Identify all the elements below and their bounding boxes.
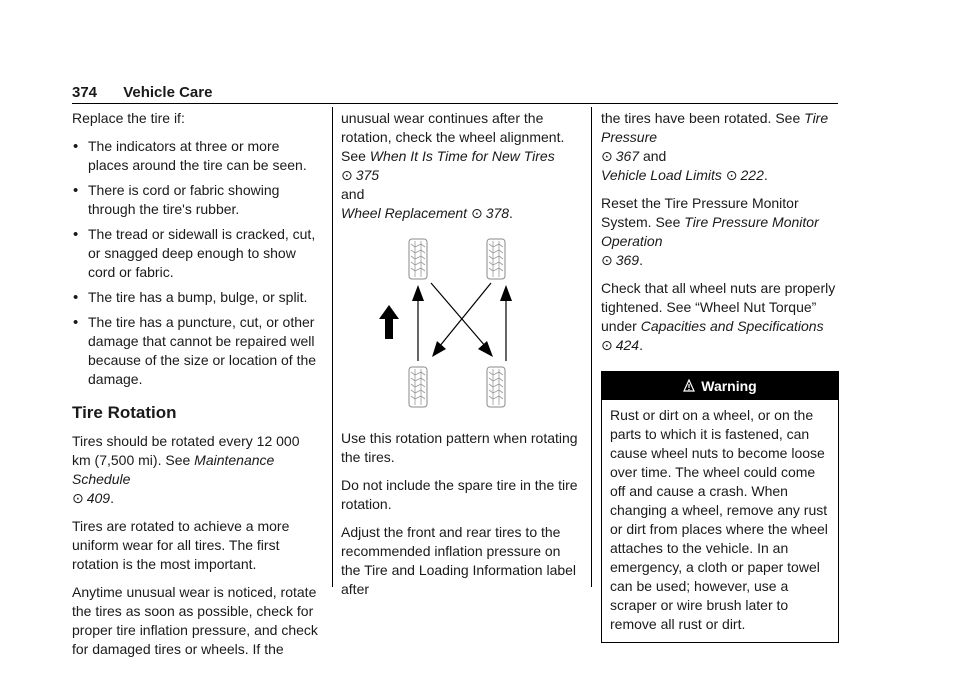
list-item: • There is cord or fabric showing through the tire's rubber.: [72, 181, 322, 219]
xref-new-tires[interactable]: When It Is Time for New Tires ⊙ 375: [341, 148, 555, 183]
arrowhead-icon: [478, 341, 493, 357]
xref-tpms-operation[interactable]: Tire Pressure Monitor Operation ⊙ 369: [601, 214, 819, 268]
page-number: 374: [72, 84, 98, 101]
column-divider-2: [591, 107, 592, 587]
front-right-tire: [487, 239, 505, 279]
after-rotation-paragraph: the tires have been rotated. See Tire Pressure ⊙ 367 and Vehicle Load Limits ⊙ 222.: [601, 110, 829, 183]
replace-tire-intro: Replace the tire if:: [72, 110, 185, 126]
page-ref-icon: ⊙: [601, 252, 613, 268]
rotation-line-fl-to-rr: [431, 283, 486, 347]
rotation-pattern-paragraph: Use this rotation pattern when rotating the tires.: [341, 430, 578, 465]
xref-vehicle-load-limits[interactable]: Vehicle Load Limits ⊙ 222: [601, 167, 764, 183]
warning-title: Warning: [701, 377, 757, 394]
rotation-interval-paragraph: Tires should be rotated every 12 000 km (7,500 mi). See Maintenance Schedule ⊙ 409.: [72, 433, 300, 506]
column-2: [341, 109, 581, 608]
unusual-wear-paragraph: Anytime unusual wear is noticed, rotate the tires as soon as possible, check for proper tire inflation pressure, and check for damaged tires or wheels. If the: [72, 584, 318, 657]
rear-left-tire: [409, 367, 427, 407]
warning-body: Rust or dirt on a wheel, or on the parts to which it is fastened, can cause wheel nuts to become loose over time. The wheel could come off and cause a crash. When changing a wheel, remove any rust or dirt from places where the wheel attaches to the vehicle. In an emergency, a cloth or paper towel can be used; however, use a scraper or wire brush later to remove all rust or dirt.: [610, 407, 828, 632]
page-ref-icon: ⊙: [470, 205, 483, 221]
list-item: • The indicators at three or more places around the tire can be seen.: [72, 137, 322, 175]
page-ref-icon: ⊙: [341, 167, 353, 183]
page-ref-icon: ⊙: [601, 148, 613, 164]
arrowhead-icon: [432, 341, 446, 357]
tpms-reset-paragraph: Reset the Tire Pressure Monitor System. See Tire Pressure Monitor Operation ⊙ 369.: [601, 195, 819, 268]
column-divider-1: [332, 107, 333, 587]
alignment-paragraph: unusual wear continues after the rotation, check the wheel alignment. See When It Is Time for New Tires ⊙ 375 and Wheel Replacement ⊙ 378.: [341, 110, 565, 221]
xref-maintenance-schedule[interactable]: Maintenance Schedule ⊙ 409: [72, 452, 275, 506]
xref-capacities-specifications[interactable]: Capacities and Specifications ⊙ 424: [601, 318, 824, 353]
warning-box: [601, 371, 839, 643]
xref-wheel-replacement[interactable]: Wheel Replacement ⊙ 378: [341, 205, 510, 221]
rotation-line-fr-to-rl: [439, 283, 491, 347]
page-ref-icon: ⊙: [601, 337, 613, 353]
list-item: • The tire has a bump, bulge, or split.: [72, 288, 322, 307]
rear-right-tire: [487, 367, 505, 407]
front-left-tire: [409, 239, 427, 279]
xref-tire-pressure[interactable]: Tire Pressure ⊙ 367: [601, 110, 829, 164]
section-heading-tire-rotation: Tire Rotation: [72, 403, 177, 422]
list-item: • The tread or sidewall is cracked, cut, or snagged deep enough to show cord or fabric.: [72, 225, 322, 282]
replace-tire-list: [72, 137, 322, 389]
list-item: • The tire has a puncture, cut, or other damage that cannot be repaired well because of the size or location of the damage.: [72, 313, 322, 389]
arrowhead-icon: [500, 285, 512, 301]
section-title: Vehicle Care: [123, 84, 213, 101]
page-header: [72, 84, 212, 101]
page-ref-icon: ⊙: [725, 167, 738, 183]
header-rule: [72, 103, 838, 104]
rotation-purpose-paragraph: Tires are rotated to achieve a more uniform wear for all tires. The first rotation is the most important.: [72, 518, 290, 572]
vehicle-front-arrow-icon: [379, 305, 399, 339]
arrowhead-icon: [412, 285, 424, 301]
warning-header: [602, 372, 838, 400]
tire-rotation-diagram: [341, 235, 581, 415]
column-1: [72, 109, 322, 668]
warning-triangle-icon: [683, 379, 695, 393]
column-3: [601, 109, 839, 643]
inflation-paragraph: Adjust the front and rear tires to the recommended inflation pressure on the Tire and Loading Information label after: [341, 524, 577, 597]
wheel-nuts-paragraph: Check that all wheel nuts are properly tightened. See “Wheel Nut Torque” under Capacities and Specifications ⊙ 424.: [601, 280, 836, 353]
spare-tire-paragraph: Do not include the spare tire in the tire rotation.: [341, 477, 578, 512]
page-ref-icon: ⊙: [72, 490, 84, 506]
